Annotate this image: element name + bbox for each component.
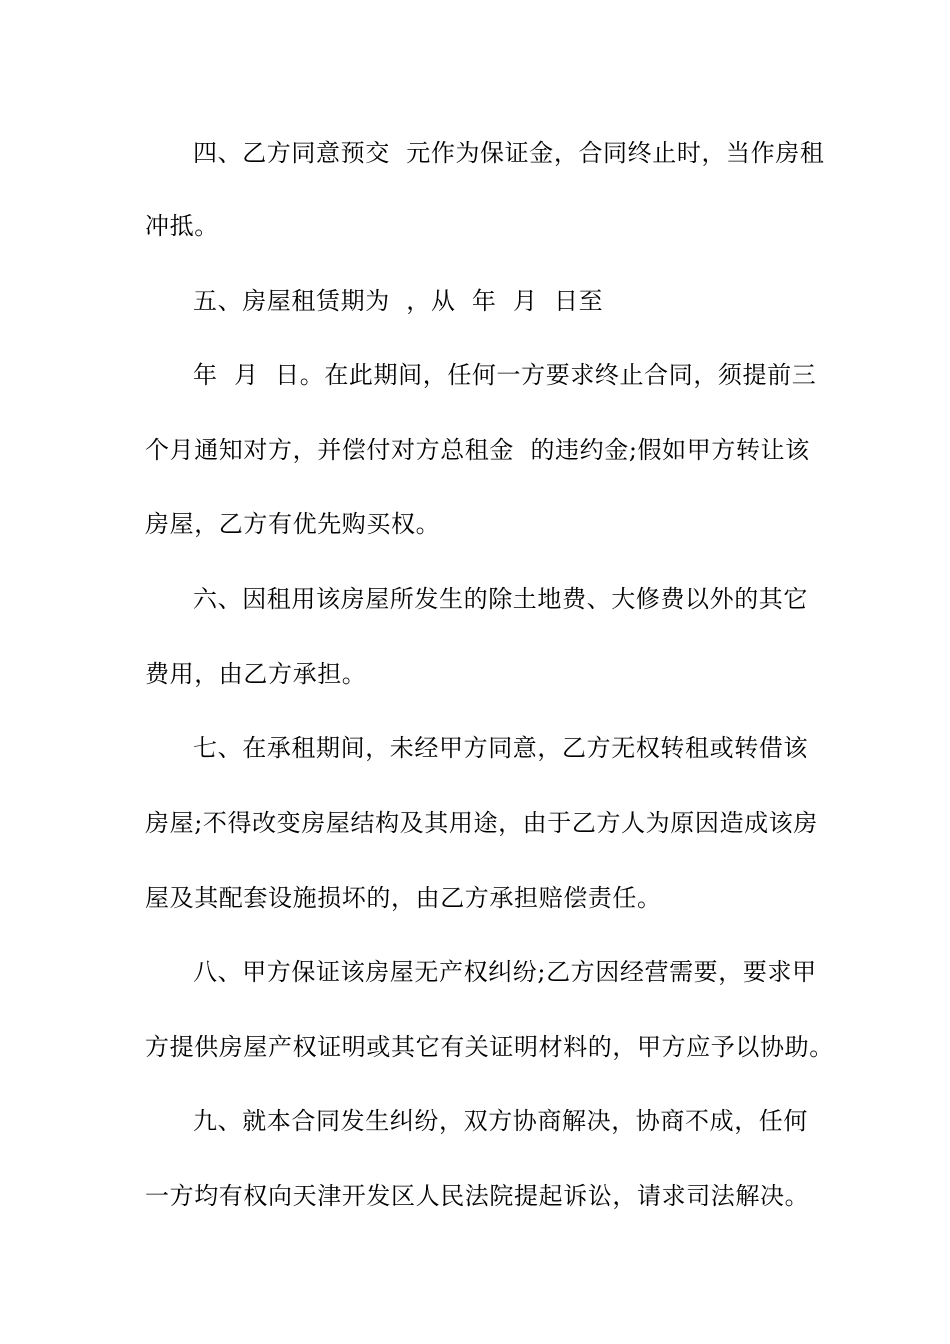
clause-5-line-1: 五、房屋租赁期为 ，从 年 月 日至 [193, 287, 604, 315]
clause-6-line-2: 费用，由乙方承担。 [145, 660, 367, 688]
clause-6-line-1: 六、因租用该房屋所发生的除土地费、大修费以外的其它 [193, 585, 808, 613]
clause-5-line-4: 房屋，乙方有优先购买权。 [145, 510, 441, 538]
clause-8-line-1: 八、甲方保证该房屋无产权纠纷;乙方因经营需要，要求甲 [193, 958, 817, 986]
clause-5-line-3: 个月通知对方，并偿付对方总租金 的违约金;假如甲方转让该 [145, 436, 810, 464]
clause-9-line-1: 九、就本合同发生纠纷，双方协商解决，协商不成，任何 [193, 1107, 808, 1135]
clause-9-line-2: 一方均有权向天津开发区人民法院提起诉讼，请求司法解决。 [145, 1182, 810, 1210]
clause-8-line-2: 方提供房屋产权证明或其它有关证明材料的，甲方应予以协助。 [145, 1033, 834, 1061]
clause-4-line-2: 冲抵。 [145, 212, 219, 240]
clause-4-line-1: 四、乙方同意预交 元作为保证金，合同终止时，当作房租 [193, 139, 825, 167]
clause-7-line-1: 七、在承租期间，未经甲方同意，乙方无权转租或转借该 [193, 734, 808, 762]
clause-5-line-2: 年 月 日。在此期间，任何一方要求终止合同，须提前三 [193, 361, 817, 389]
clause-7-line-2: 房屋;不得改变房屋结构及其用途，由于乙方人为原因造成该房 [145, 809, 818, 837]
clause-7-line-3: 屋及其配套设施损坏的，由乙方承担赔偿责任。 [145, 884, 662, 912]
